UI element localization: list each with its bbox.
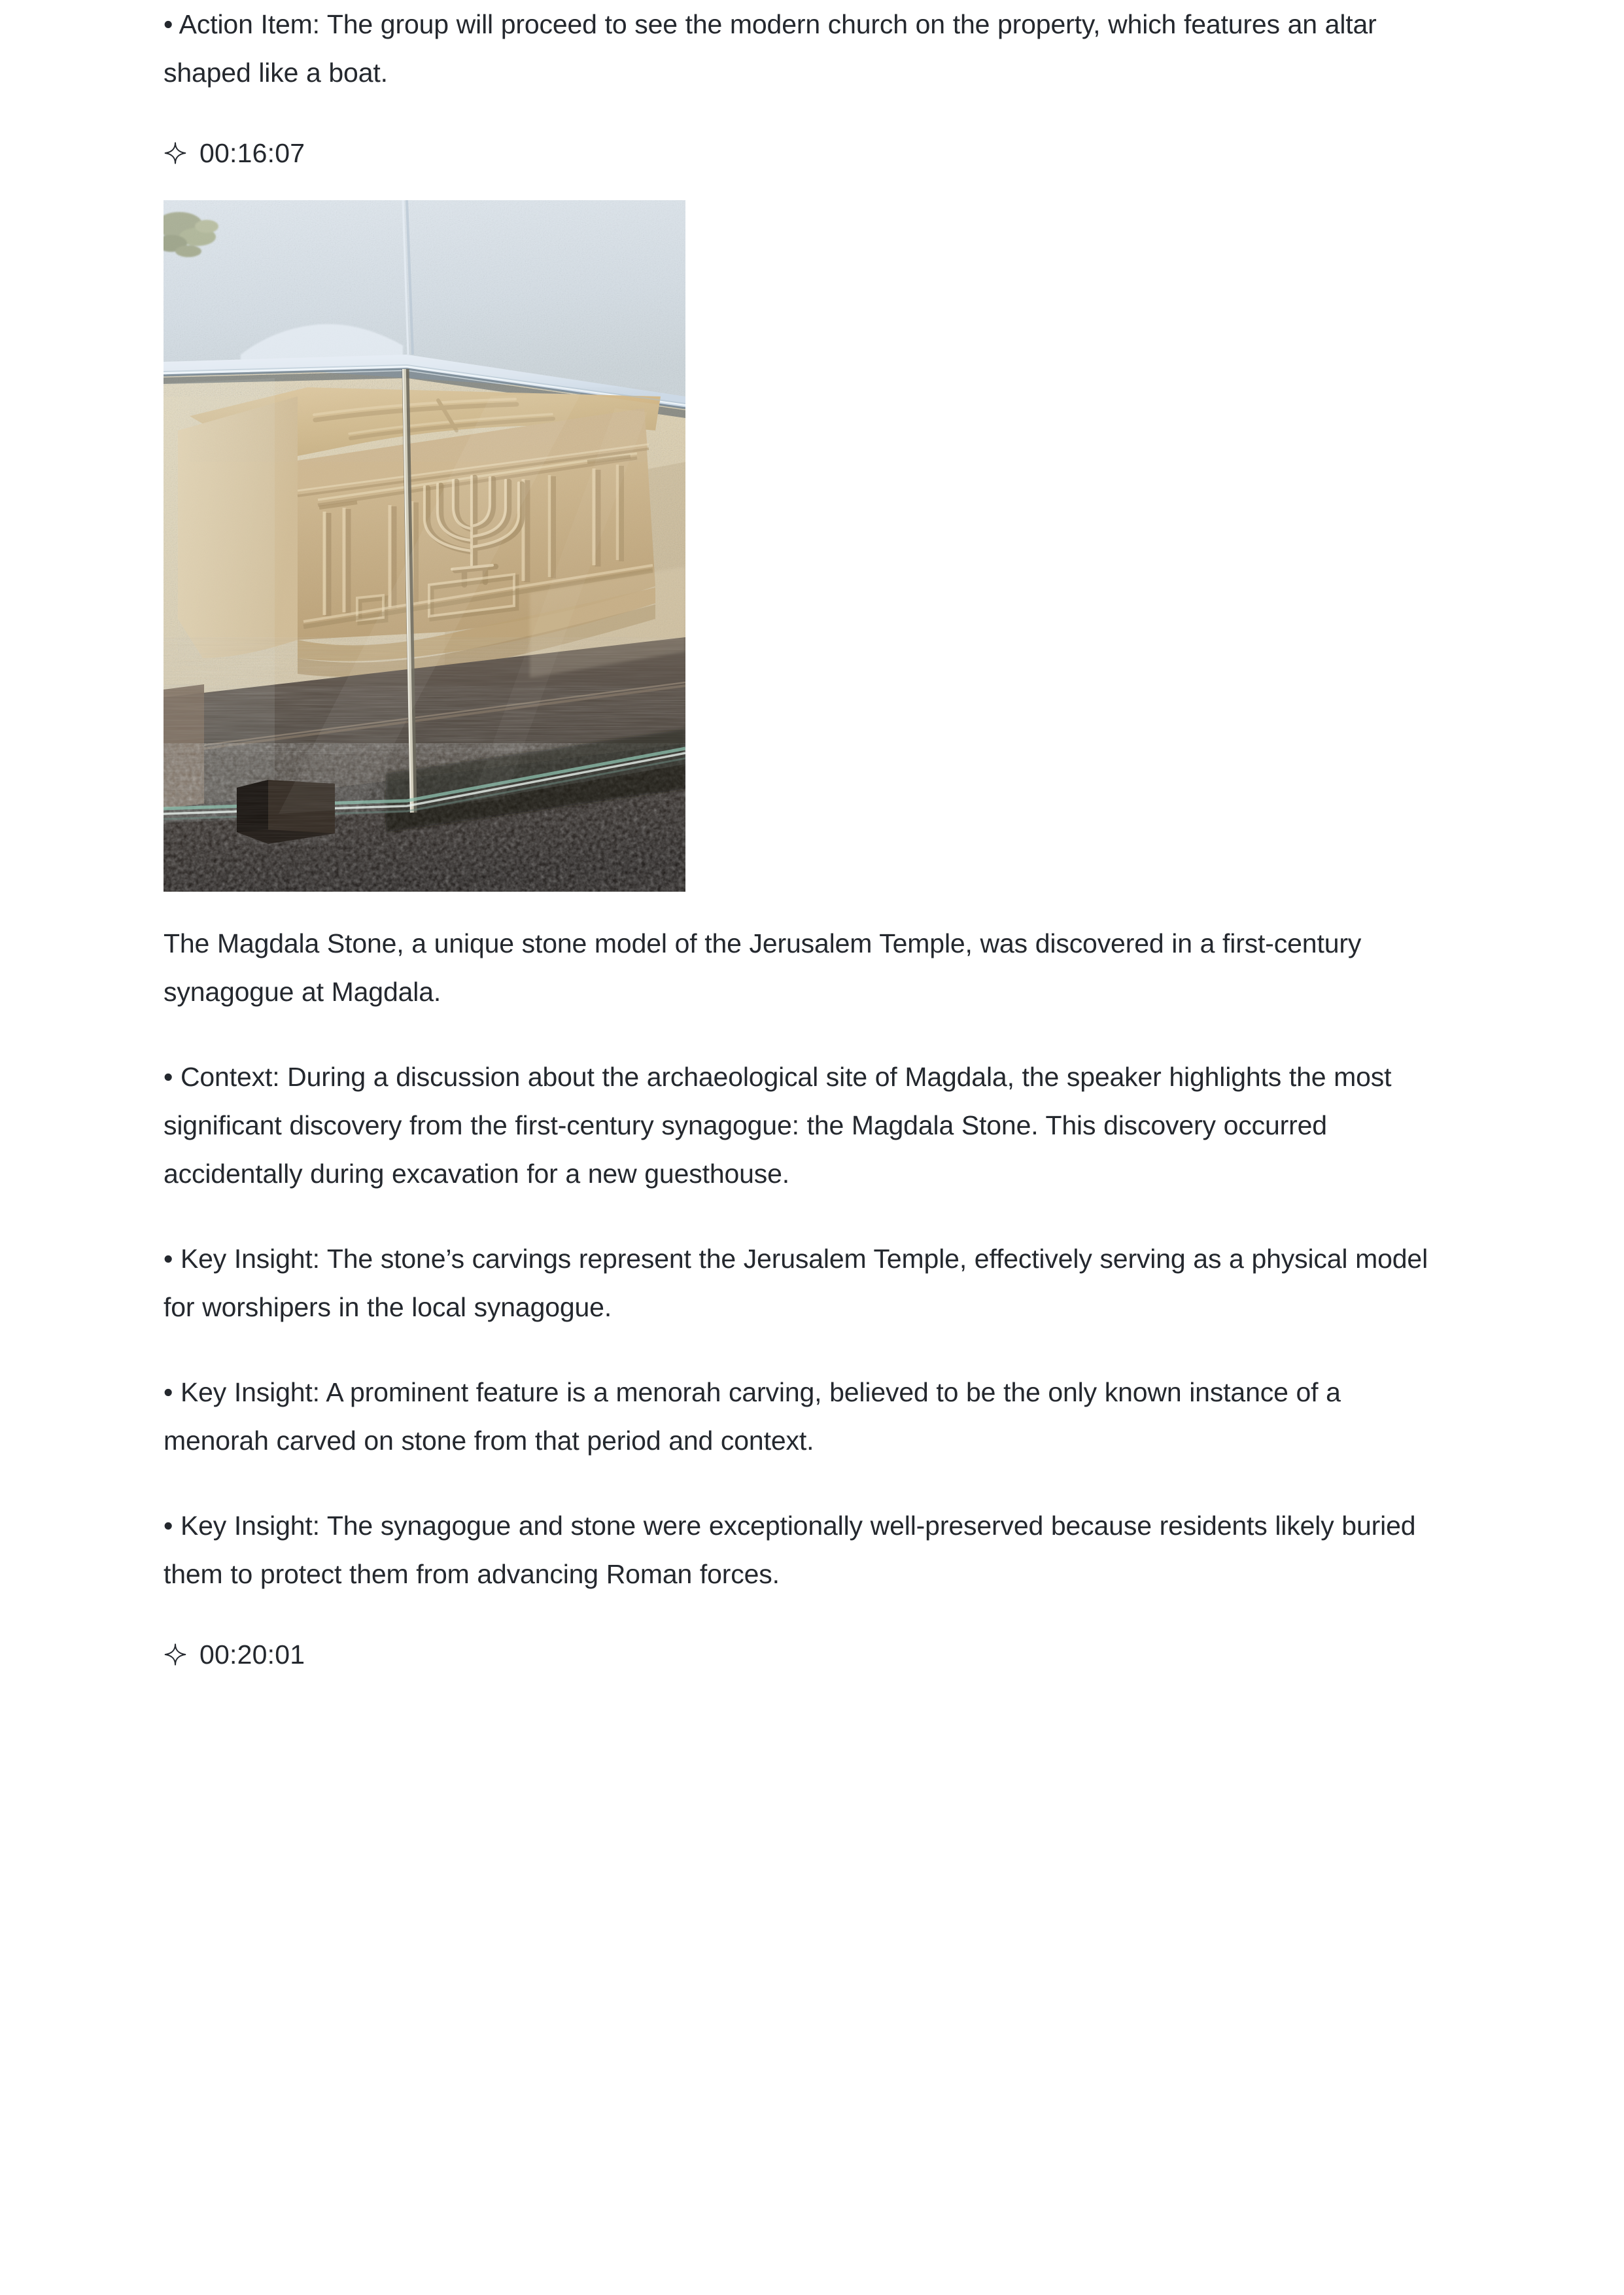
key-insight-paragraph-2: • Key Insight: A prominent feature is a menorah carving, believed to be the only known instance of a menorah carved on stone from that period and context. [164, 1377, 1341, 1456]
sparkle-icon [164, 1643, 187, 1666]
magdala-stone-illustration [164, 200, 685, 892]
action-item-paragraph: • Action Item: The group will proceed to see the modern church on the property, which features an altar shaped like a boat. [164, 9, 1377, 88]
spacer [164, 892, 1447, 919]
spacer [164, 1016, 1447, 1053]
key-insight-paragraph-3: • Key Insight: The synagogue and stone were exceptionally well-preserved because residents likely buried them to protect them from advancing Roman forces. [164, 1511, 1416, 1589]
timestamp-marker-2[interactable] [164, 1635, 1447, 1674]
spacer [164, 97, 1447, 133]
spacer [164, 1331, 1447, 1368]
key-insight-paragraph-1: • Key Insight: The stone’s carvings represent the Jerusalem Temple, effectively serving as a physical model for worshipers in the local synagogue. [164, 1244, 1428, 1322]
document-content [164, 0, 1447, 1674]
spacer [164, 1198, 1447, 1235]
timestamp-value: 00:20:01 [199, 1639, 305, 1670]
spacer [164, 173, 1447, 200]
timestamp-value: 00:16:07 [199, 138, 305, 168]
sparkle-icon [164, 141, 187, 165]
spacer [164, 1598, 1447, 1635]
timestamp-marker-1[interactable] [164, 133, 1447, 173]
spacer [164, 1465, 1447, 1501]
context-paragraph: • Context: During a discussion about the archaeological site of Magdala, the speaker highlights the most significant discovery from the first-century synagogue: the Magdala Stone. This discovery occurred accidentally during excavation for a new guesthouse. [164, 1062, 1392, 1189]
magdala-stone-photo [164, 200, 685, 892]
image-caption-paragraph: The Magdala Stone, a unique stone model of the Jerusalem Temple, was discovered in a first-century synagogue at Magdala. [164, 928, 1362, 1007]
